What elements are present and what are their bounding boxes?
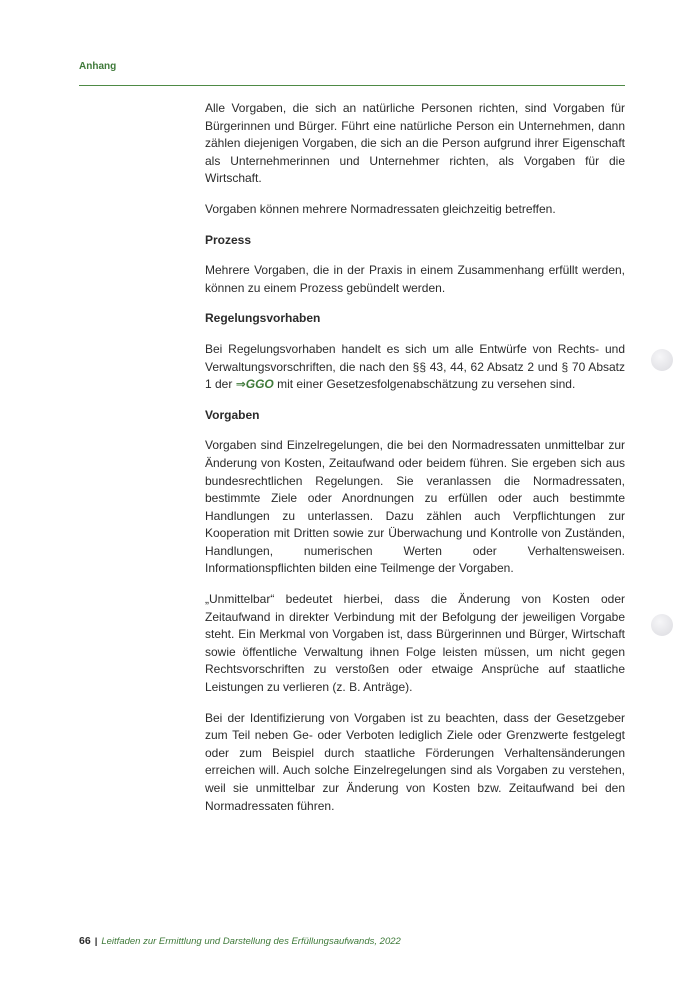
punch-hole-top xyxy=(651,349,673,371)
paragraph-natural-persons: Alle Vorgaben, die sich an natürliche Personen richten, sind Vorgaben für Bürgerinnen und Bürger. Führt eine natürliche Person ein Unternehmen, dann zählen diejenigen Vorgaben, die sich an die Person aufgrund ihrer Eigenschaft als Unternehmerinnen und Unternehmer richten, als Vorgaben für die Wirtschaft. xyxy=(205,101,625,186)
paragraph-vorgaben-definition: Vorgaben sind Einzelregelungen, die bei den Normadressaten unmittelbar zur Änderung von Kosten, Zeitaufwand oder beidem führen. Sie ergeben sich aus bundesrechtlichen Regelungen. Sie veranlassen die Normadressaten, bestimmte Ziele oder Anordnungen zu erfüllen oder auch bestimmte Handlungen zu unterlassen. Dazu zählen auch Verpflichtungen zur Kooperation mit Dritten sowie zur Überwachung und Kontrolle von Zuständen, Handlungen, numerischen Werten oder Verhaltensweisen. Informationspflichten bilden eine Teilmenge der Vorgaben. xyxy=(205,438,625,576)
header-divider xyxy=(79,85,625,86)
page-number: 66 xyxy=(79,935,91,947)
ggo-link[interactable] xyxy=(236,377,274,391)
paragraph-identifizierung: Bei der Identifizierung von Vorgaben ist zu beachten, dass der Gesetzgeber zum Teil neben Ge- oder Verboten lediglich Ziele oder Grenzwerte festgelegt oder zum Beispiel durch staatliche Förderungen Verhaltensänderungen erreichen will. Auch solche Einzelregelungen sind als Vorgaben zu verstehen, weil sie unmittelbar zur Änderung von Kosten bzw. Zeitaufwand bei den Normadressaten führen. xyxy=(205,710,625,813)
regelungsvorhaben-text-start: Bei Regelungsvorhaben handelt es sich um alle Entwürfe von Rechts- und Verwaltungsvorschriften, die nach den §§ 43, 44, 62 Absatz 2 und § 70 Absatz 1 der xyxy=(205,341,625,392)
document-title: Leitfaden zur Ermittlung und Darstellung des Erfüllungsaufwands, 2022 xyxy=(101,936,401,947)
punch-hole-bottom xyxy=(651,614,673,636)
arrow-right-icon: ⇒ xyxy=(235,377,246,392)
heading-prozess: Prozess xyxy=(205,232,252,247)
paragraph-regelungsvorhaben xyxy=(205,341,625,394)
heading-vorgaben: Vorgaben xyxy=(205,407,260,422)
section-label: Anhang xyxy=(79,61,117,72)
heading-regelungsvorhaben: Regelungsvorhaben xyxy=(205,311,321,326)
footer-separator: | xyxy=(94,936,98,947)
ggo-link-label: GGO xyxy=(245,377,274,392)
page-footer xyxy=(79,935,401,947)
regelungsvorhaben-text-end: mit einer Gesetzesfolgenabschätzung zu versehen sind. xyxy=(273,377,576,392)
paragraph-multiple-addressees: Vorgaben können mehrere Normadressaten gleichzeitig betreffen. xyxy=(205,201,556,216)
paragraph-unmittelbar: „Unmittelbar“ bedeutet hierbei, dass die Änderung von Kosten oder Zeitaufwand in direkter Verbindung mit der Befolgung der jeweiligen Vorgabe steht. Ein Merkmal von Vorgaben ist, dass Bürgerinnen und Bürger, Wirtschaft sowie öffentliche Verwaltung ihnen Folge leisten müssen, um nicht gegen Rechtsvorschriften zu verstoßen oder etwaige Ansprüche auf staatliche Leistungen zu verlieren (z. B. Anträge). xyxy=(205,592,625,695)
main-content xyxy=(205,100,625,828)
paragraph-prozess: Mehrere Vorgaben, die in der Praxis in einem Zusammenhang erfüllt werden, können zu einem Prozess gebündelt werden. xyxy=(205,263,625,295)
